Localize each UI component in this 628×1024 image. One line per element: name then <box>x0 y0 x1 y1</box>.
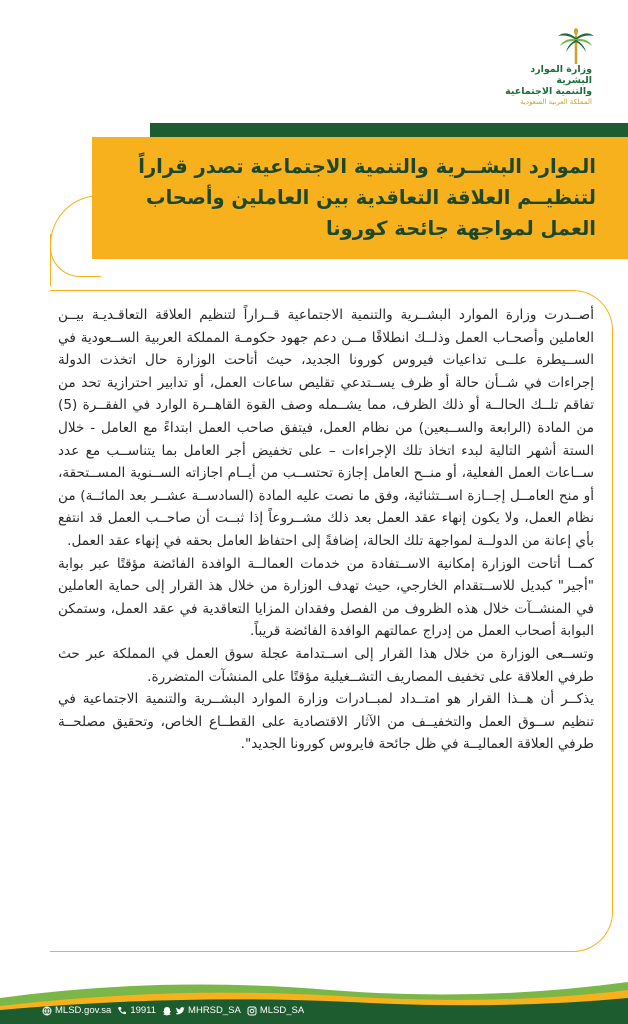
snapchat-icon <box>162 1006 172 1016</box>
palm-logo-icon <box>556 28 596 68</box>
footer-website[interactable] <box>42 1005 111 1016</box>
instagram-text: MLSD_SA <box>259 1005 305 1016</box>
globe-icon <box>42 1006 52 1016</box>
paragraph-1: أصــدرت وزارة الموارد البشــرية والتنمية الاجتماعية قــراراً لتنظيم العلاقة التعاقـديـة بيــن العاملين وأصحـاب العمل وذلــك انطلاقًا مــن دعم جهود حكومـة المملكة العربية الســعودية في الســيطرة علــى تداعيات فيروس كورونا الجديد، حيث أتاحت الوزارة حال اتخذت الدولة إجراءات في شــأن حالة أو ظرف يســتدعي تقليص ساعات العمل، أو تدابير احترازية تحد من تفاقم تلــك الحالــة أو ذلك الظرف، مما يشــمله وصف القوة القاهــرة الوارد في الفقــرة (5) من المادة (الرابعة والســبعين) من نظام العمل، فيتفق صاحب العمل ابتداءً مع العامل - خلال الستة أشهر التالية لبدء اتخاذ تلك الإجراءات – على تخفيض أجر العامل بما يتناســب مع عدد ســاعات العمل الفعلية، أو منــح العامل إجازة تحتســب من أيــام اجازاته الســنوية المســتحقة، أو منح العامــل إجــازة اســتثنائية، وفق ما نصت عليه المادة (السادســة عشــر بعد المائــة) من نظام العمل، ولا يكون إنهاء عقد العمل بعد ذلك مشــروعاً إذا ثبــت أن صاحــب العمل قد انتفع بأي إعانة من الدولــة لمواجهة تلك الحالة، إضافةً إلى احتفاظ العامل بحقه في إنهاء عقد العمل. <box>58 307 594 549</box>
article-body <box>58 304 594 756</box>
website-text: MLSD.gov.sa <box>55 1005 112 1016</box>
footer-wave <box>0 976 628 1024</box>
footer-contacts <box>42 1005 304 1016</box>
logo-text <box>496 64 592 108</box>
phone-icon <box>117 1006 127 1016</box>
twitter-text: MHRSD_SA <box>188 1005 241 1016</box>
footer-phone[interactable] <box>117 1005 156 1016</box>
phone-text: 19911 <box>130 1005 157 1016</box>
header-green-bar <box>150 123 628 137</box>
paragraph-3: وتســعى الوزارة من خلال هذا القرار إلى اســتدامة عجلة سوق العمل في المملكة عبر حث طرفي العلاقة على تخفيف المصاريف التشــغيلية مؤقتًا على المنشآت المتضررة. <box>58 645 594 685</box>
instagram-icon <box>247 1006 257 1016</box>
logo-line-3: المملكة العربية السعودية <box>520 98 592 106</box>
page-title: الموارد البشــرية والتنمية الاجتماعية تصدر قراراً لتنظيــم العلاقة التعاقدية بين العاملين وأصحاب العمل لمواجهة جائحة كورونا <box>138 155 596 240</box>
footer-instagram[interactable] <box>247 1005 304 1016</box>
title-box <box>92 137 628 259</box>
ministry-logo <box>496 28 606 108</box>
paragraph-4: يذكــر أن هــذا القرار هو امتــداد لمبــادرات وزارة الموارد البشــرية والتنمية الاجتماعية في تنظيم ســوق العمل والتخفيــف من الآثار الاقتصادية على القطــاع الخاص، وتحقيق مصلحــة طرفي العلاقة العماليــة في ظل جائحة فايروس كورونا الجديد". <box>58 691 594 753</box>
footer <box>0 976 628 1024</box>
paragraph-2: كمــا أتاحت الوزارة إمكانية الاســتفادة من خدمات العمالــة الوافدة الفائضة مؤقتًا عبر بوابة "أجير" كبديل للاســتقدام الخارجي، حيث تهدف الوزارة من خلال هذ القرار إلى حماية العاملين في المنشــآت خلال هذه الظروف من الفصل وفقدان المزايا التعاقدية في عقد العمل، وستمكن البوابة أصحاب العمل من إدراج عمالتهم الوافدة الفائضة قريباً. <box>58 555 594 640</box>
footer-twitter[interactable] <box>162 1005 241 1016</box>
logo-line-2: والتنمية الاجتماعية <box>505 86 592 97</box>
logo-line-1: وزارة الموارد البشرية <box>530 64 592 86</box>
twitter-icon <box>175 1006 185 1016</box>
